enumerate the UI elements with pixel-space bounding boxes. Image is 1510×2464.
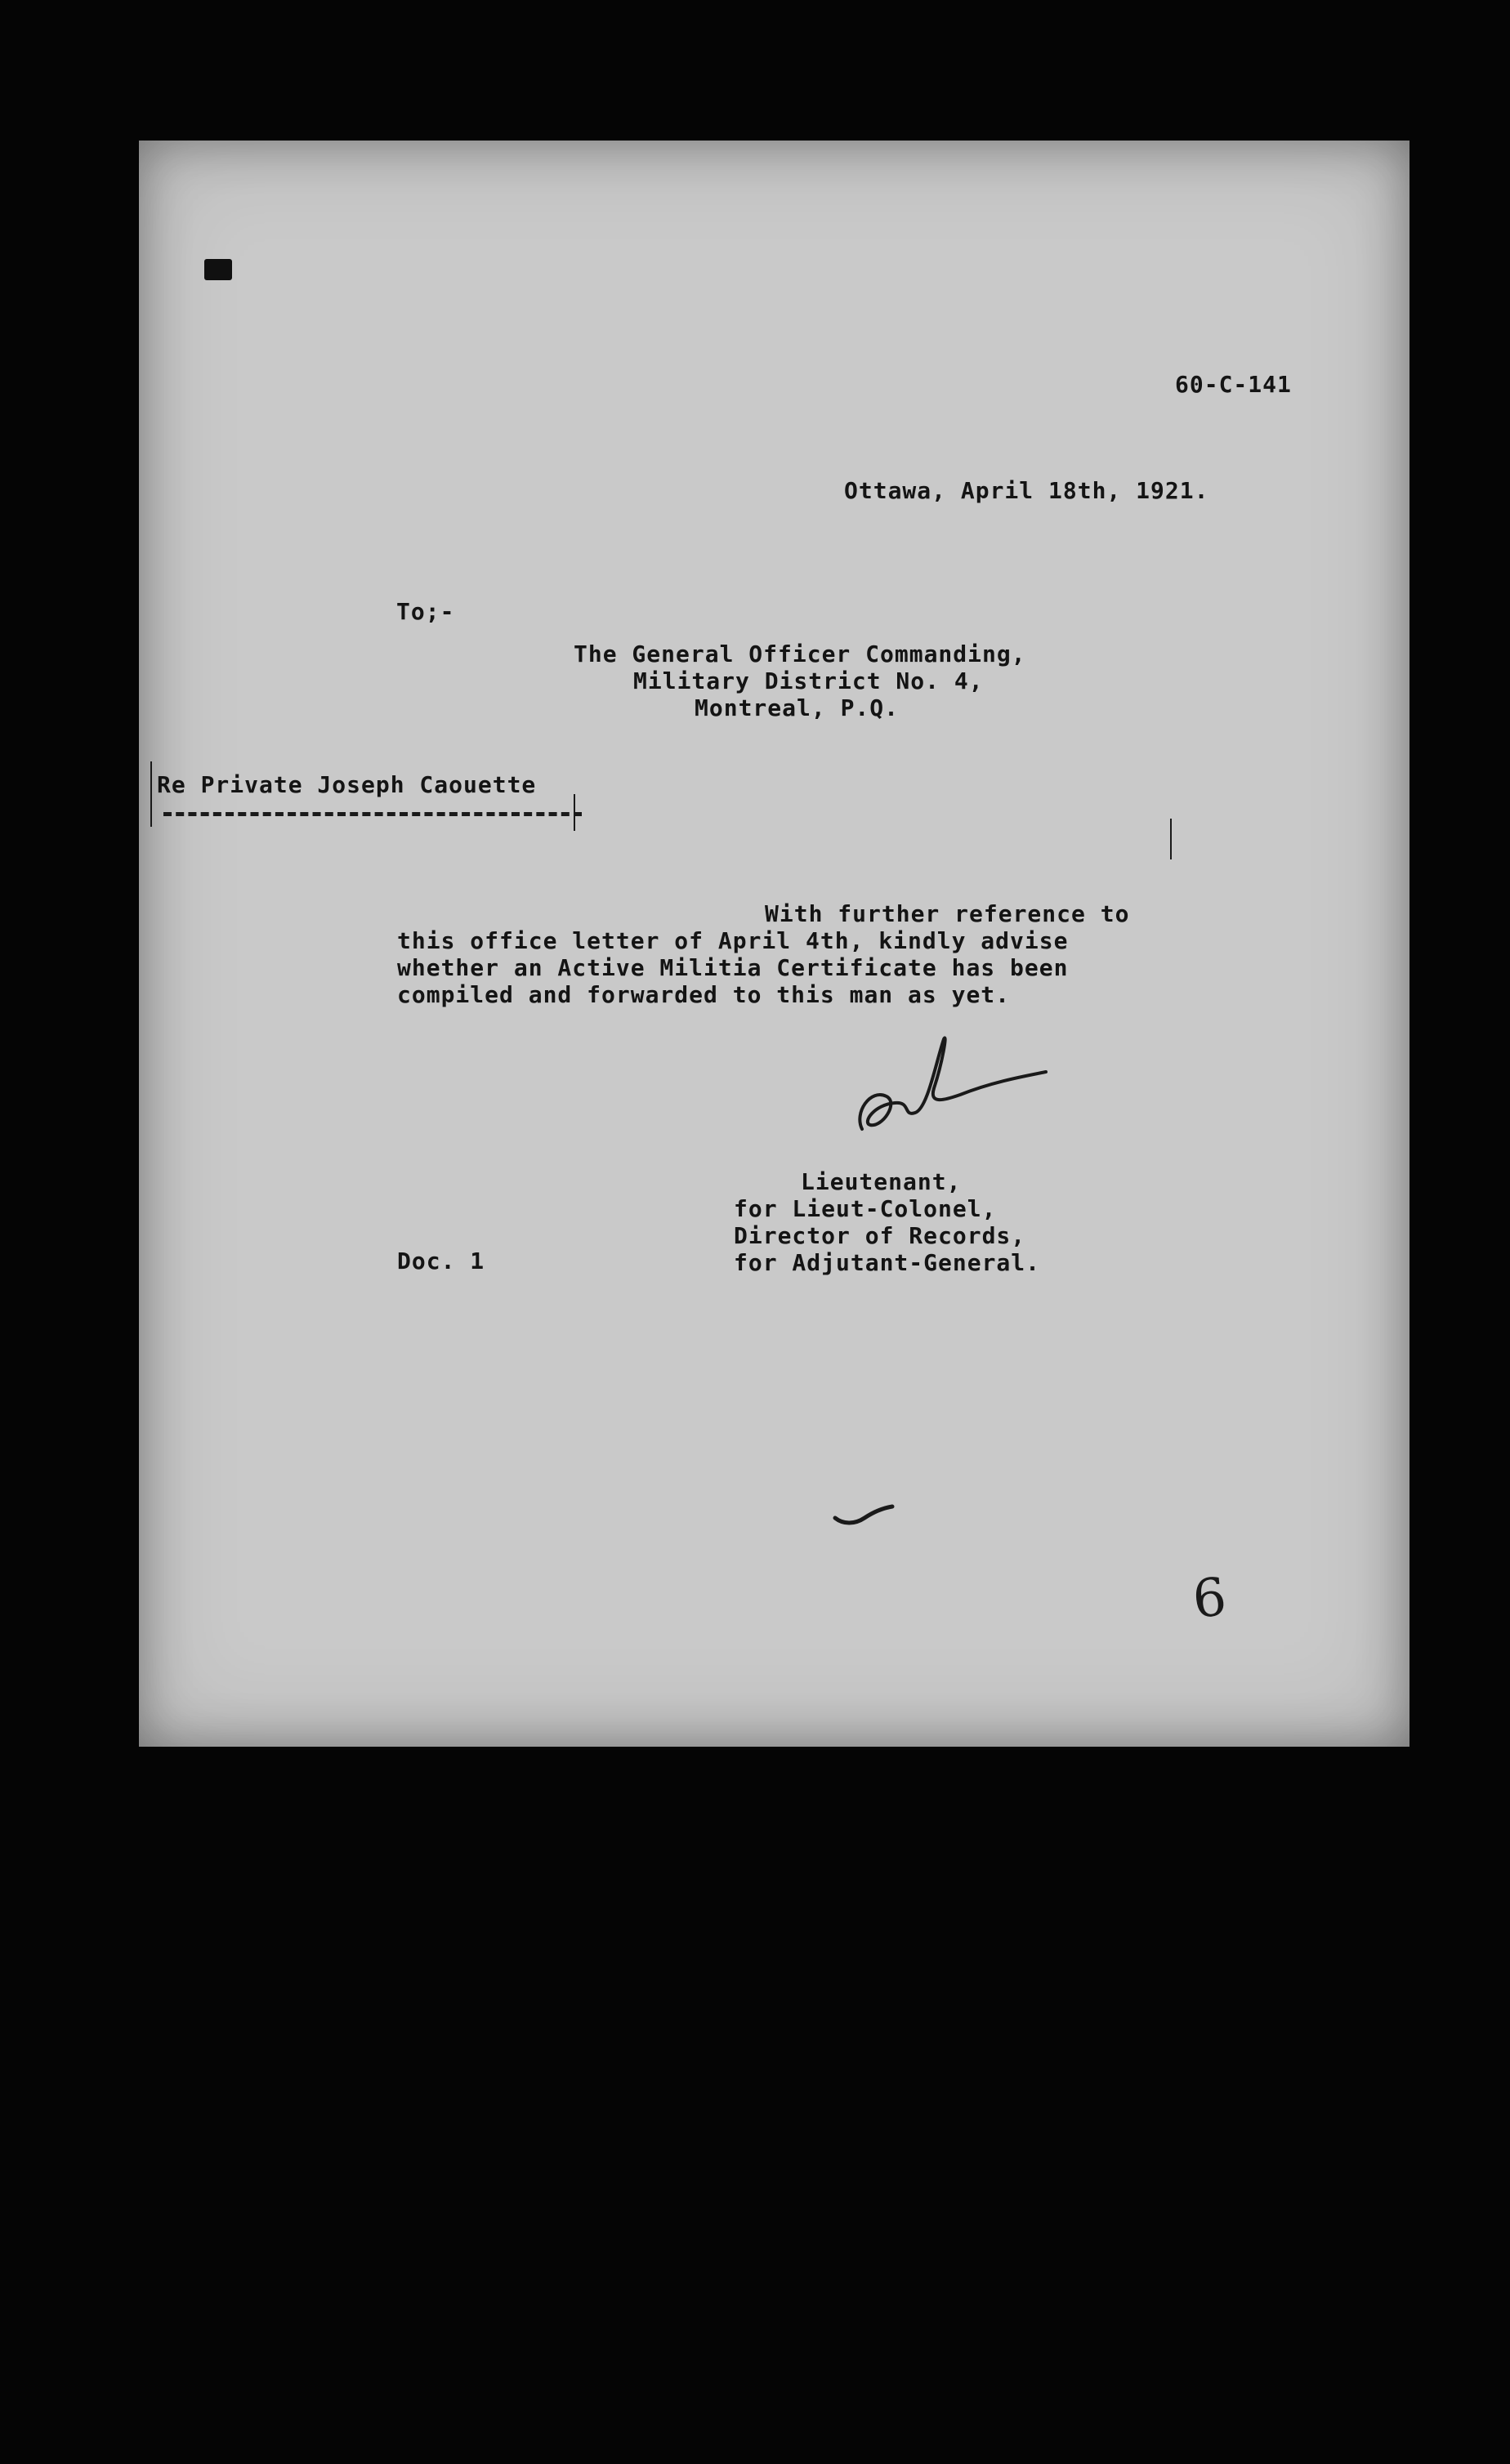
right-margin-tick: [1170, 819, 1172, 859]
addressee-line-2: Military District No. 4,: [633, 667, 984, 694]
handwritten-page-number: 6: [1190, 1567, 1230, 1631]
subject-underline: [163, 812, 582, 816]
body-line-1: With further reference to: [765, 900, 1130, 927]
handwritten-signature: [838, 1031, 1050, 1154]
signature-line-2: for Lieut-Colonel,: [734, 1195, 997, 1222]
check-mark: [832, 1503, 897, 1536]
document-page: [139, 141, 1409, 1747]
signature-line-4: for Adjutant-General.: [734, 1249, 1041, 1276]
addressee-line-3: Montreal, P.Q.: [695, 694, 900, 721]
body-line-2: this office letter of April 4th, kindly advise: [397, 927, 1069, 954]
body-line-3: whether an Active Militia Certificate has been: [397, 954, 1069, 981]
file-reference: 60-C-141: [1175, 371, 1292, 398]
document-reference: Doc. 1: [397, 1248, 485, 1274]
subject-line: Re Private Joseph Caouette: [157, 771, 537, 798]
addressee-line-1: The General Officer Commanding,: [574, 641, 1026, 667]
underline-end-tick: [574, 794, 575, 831]
corner-ink-mark: [204, 259, 232, 280]
signature-line-1: Lieutenant,: [801, 1168, 962, 1195]
body-line-4: compiled and forwarded to this man as yet.: [397, 981, 1011, 1008]
date-line: Ottawa, April 18th, 1921.: [844, 477, 1209, 504]
to-label: To;-: [396, 598, 455, 625]
margin-tick: [150, 761, 152, 827]
signature-line-3: Director of Records,: [734, 1222, 1026, 1249]
